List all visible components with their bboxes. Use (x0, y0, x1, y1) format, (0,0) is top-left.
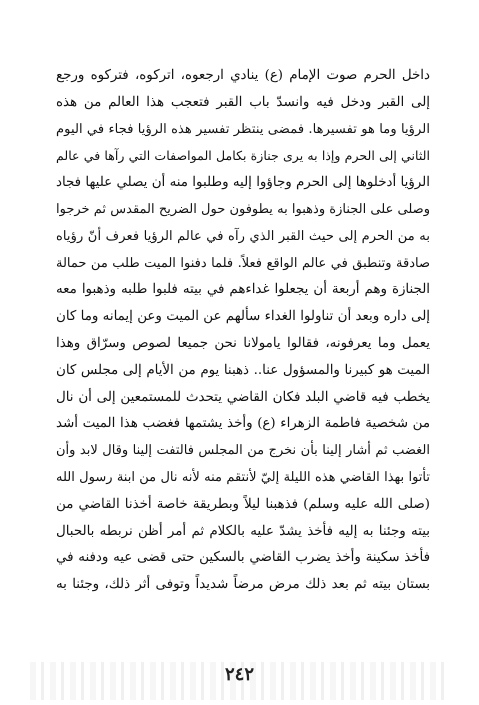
text-line: الميت هو كبيرنا والمسؤول عنا.. ذهبنا يوم من الأيام إلى مجلس كان (56, 362, 430, 378)
text-line: الرؤيا وما هو تفسيرها. فمضى ينتظر تفسير هذه الرؤيا فجاء في اليوم (56, 121, 430, 137)
text-line: بستان بيته ثم بعد ذلك مرض مرضاً شديداً وتوفى أثر ذلك، وجئنا به (56, 577, 430, 593)
text-line: الثاني إلى الحرم وإذا به يرى جنازة بكامل المواصفات التي رآها في عالم (56, 148, 430, 164)
page-number: ٢٤٢ (224, 664, 254, 685)
text-line: داخل الحرم صوت الإمام (ع) ينادي ارجعوه، اتركوه، فتركوه ورجع (56, 68, 430, 83)
text-line: صادقة وتنطبق في عالم الواقع فعلاً. فلما دفنوا الميت طلب من حمالة (56, 255, 430, 271)
text-line: بيته وجئنا به إليه فأخذ يشدّ عليه بالكلام ثم أمر أظن نربطه بالحبال (56, 523, 430, 539)
text-line: (صلى الله عليه وسلم) فذهبنا ليلاً وبطريقة خاصة أخذنا القاضي من (56, 496, 430, 512)
text-line: الغضب ثم أشار إلينا بأن نخرج من المجلس فالتفت إلينا وقال لابد وأن (56, 443, 430, 459)
text-line: من شخصية فاطمة الزهراء (ع) وأخذ يشتمها فغضب هذا الميت أشد (56, 416, 430, 432)
text-line: يعمل وما يعرفونه، فقالوا يامولانا نحن جميعا لصوص وسرّاق وهذا (56, 335, 430, 351)
text-line: به من الحرم إلى حيث القبر الذي رآه في عالم الرؤيا فعرف أنّ رؤياه (56, 228, 430, 244)
text-line: تأتوا بهذا القاضي هذه الليلة إليّ لأنتقم منه لأنه نال من ابنة رسول الله (56, 469, 430, 485)
text-line: إلى داره وبعد أن تناولوا الغداء سألهم عن الميت وعن إيمانه وما كان (56, 309, 430, 325)
text-line: إلى القبر ودخل فيه وانسدّ باب القبر فتعجب هذا العالم من هذه (56, 94, 430, 110)
text-line: فأخذ سكينة وأخذ يضرب القاضي بالسكين حتى قضى عيه ودفنه في (56, 550, 430, 566)
text-line: يخطب فيه قاضي البلد فكان القاضي يتحدث للمستمعين إلى أن نال (56, 389, 430, 405)
text-line: وصلى على الجنازة وذهبوا به يطوفون حول الضريح المقدس ثم خرجوا (56, 201, 430, 217)
body-text (56, 63, 430, 599)
text-line: الرؤيا أدخلوها إلى الحرم وجاؤوا إليه وطلبوا منه أن يصلي عليها فجاد (56, 175, 430, 191)
text-line: الجنازة وهم أربعة أن يجعلوا غداءهم في بيته فلبوا طلبه وذهبوا معه (56, 282, 430, 298)
